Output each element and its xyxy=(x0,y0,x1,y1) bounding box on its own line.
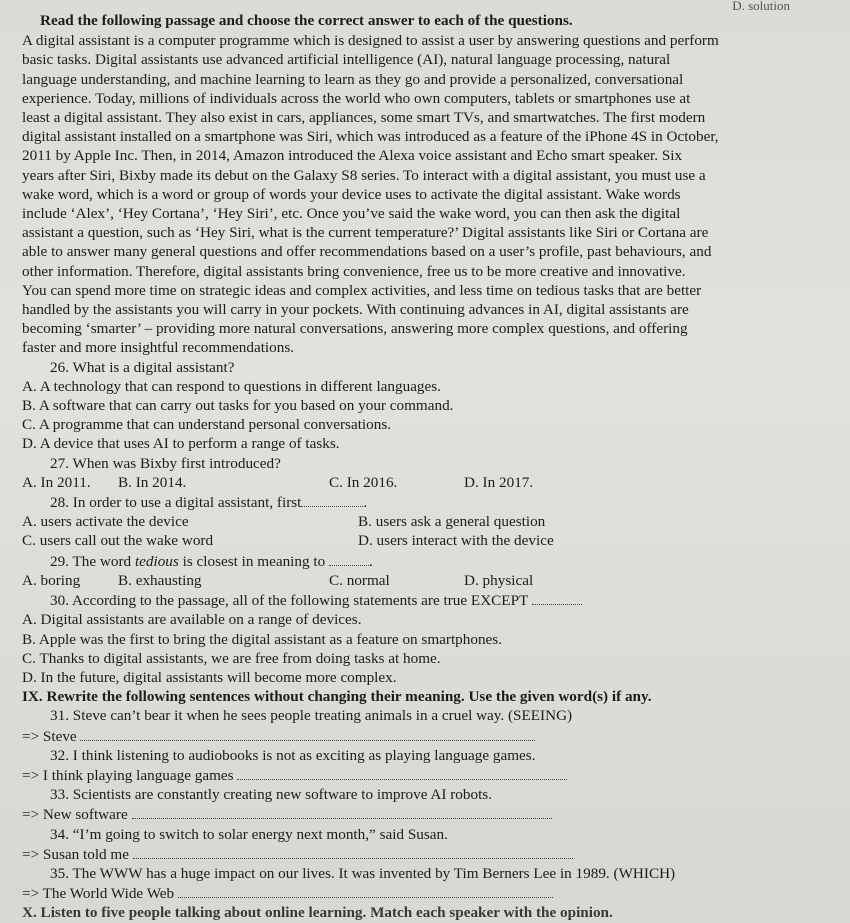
question-27-stem: 27. When was Bixby first introduced? xyxy=(50,454,281,472)
question-28-option-d[interactable]: D. users interact with the device xyxy=(358,532,554,550)
answer-line[interactable] xyxy=(80,726,535,741)
rewrite-32-start: => I think playing language games xyxy=(22,766,234,784)
question-30-option-d[interactable]: D. In the future, digital assistants will become more complex. xyxy=(22,668,397,686)
passage-line: years after Siri, Bixby made its debut on the Galaxy S8 series. To interact with a digital assistant, you must use a xyxy=(22,166,706,184)
rewrite-31-prompt: 31. Steve can’t bear it when he sees people treating animals in a cruel way. (SEEING) xyxy=(50,707,573,725)
passage-line: able to answer many general questions and offer recommendations based on a user’s profile, past behaviours, and xyxy=(22,243,712,261)
passage-line: assistant a question, such as ‘Hey Siri, what is the current temperature?’ Digital assistants like Siri or Cortana are xyxy=(22,224,709,242)
rewrite-33-prompt: 33. Scientists are constantly creating new software to improve AI robots. xyxy=(50,786,493,804)
passage-line: basic tasks. Digital assistants use advanced artificial intelligence (AI), natural language processing, natural xyxy=(22,51,671,69)
rewrite-31-answer xyxy=(22,726,836,746)
question-28-option-c[interactable]: C. users call out the wake word xyxy=(22,532,214,550)
passage-line: language understanding, and machine learning to learn as they go and provide a personalized, conversational xyxy=(22,70,684,88)
question-26-option-d[interactable]: D. A device that uses AI to perform a range of tasks. xyxy=(22,435,340,453)
passage-line: handled by the assistants you will carry in your pockets. With continuing advances in AI, digital assistants are xyxy=(22,301,689,319)
answer-blank[interactable] xyxy=(329,551,369,566)
reading-instruction: Read the following passage and choose the correct answer to each of the questions. xyxy=(40,12,573,29)
question-26-option-c[interactable]: C. A programme that can understand personal conversations. xyxy=(22,416,392,434)
rewrite-33-answer xyxy=(22,804,836,824)
question-29-stem xyxy=(22,551,836,571)
passage-line: other information. Therefore, digital assistants bring convenience, free us to be more creative and innovative. xyxy=(22,262,686,280)
question-27-options xyxy=(22,473,836,492)
rewrite-35-answer xyxy=(22,883,836,903)
question-29-option-a[interactable]: A. boring xyxy=(22,571,81,589)
section-x-heading-fragment: X. Listen to five people talking about online learning. Match each speaker with the opinion. xyxy=(22,904,613,922)
rewrite-34-prompt: 34. “I’m going to switch to solar energy next month,” said Susan. xyxy=(50,825,448,843)
rewrite-32-answer xyxy=(22,765,836,785)
rewrite-34-answer xyxy=(22,844,836,864)
passage-line: You can spend more time on strategic ideas and complex activities, and less time on tedious tasks that are better xyxy=(22,281,702,299)
question-30-option-b[interactable]: B. Apple was the first to bring the digital assistant as a feature on smartphones. xyxy=(22,630,502,648)
passage-line: digital assistant installed on a smartphone was Siri, which was introduced as a feature of the iPhone 4S in October, xyxy=(22,128,719,146)
question-26-stem: 26. What is a digital assistant? xyxy=(50,358,235,376)
question-29-text-end: is closest in meaning to xyxy=(178,552,326,570)
passage-line: wake word, which is a word or group of words your device uses to activate the digital assistant. Wake words xyxy=(22,185,681,203)
passage-line: 2011 by Apple Inc. Then, in 2014, Amazon introduced the Alexa voice assistant and Echo smart speaker. Six xyxy=(22,147,683,165)
question-26-option-a[interactable]: A. A technology that can respond to questions in different languages. xyxy=(22,377,441,395)
question-28-end: . xyxy=(363,494,368,512)
question-29-text: 29. The word xyxy=(50,552,135,570)
question-27-option-b[interactable]: B. In 2014. xyxy=(118,473,187,491)
question-30-text: 30. According to the passage, all of the following statements are true EXCEPT xyxy=(50,592,529,610)
reading-passage xyxy=(22,31,836,357)
question-29-option-b[interactable]: B. exhausting xyxy=(118,571,202,589)
passage-line: least a digital assistant. They also exist in cars, appliances, some smart TVs, and smartwatches. The first modern xyxy=(22,109,706,127)
rewrite-35-start: => The World Wide Web xyxy=(22,885,175,903)
question-26-option-b[interactable]: B. A software that can carry out tasks for you based on your command. xyxy=(22,397,454,415)
question-28-options-row1 xyxy=(22,512,836,531)
passage-line: include ‘Alex’, ‘Hey Cortana’, ‘Hey Siri’, etc. Once you’ve said the wake word, you can then ask the digital xyxy=(22,205,681,223)
answer-line[interactable] xyxy=(133,844,573,859)
rewrite-31-start: => Steve xyxy=(22,727,77,745)
question-29-end: . xyxy=(368,552,373,570)
answer-blank[interactable] xyxy=(532,590,582,605)
rewrite-35-prompt: 35. The WWW has a huge impact on our lives. It was invented by Tim Berners Lee in 1989. (WHICH) xyxy=(50,864,676,882)
question-28-option-b[interactable]: B. users ask a general question xyxy=(358,513,546,531)
question-28-option-a[interactable]: A. users activate the device xyxy=(22,513,189,531)
question-28-stem xyxy=(22,492,836,512)
question-28-options-row2 xyxy=(22,531,836,550)
rewrite-34-start: => Susan told me xyxy=(22,845,129,863)
question-30-option-c[interactable]: C. Thanks to digital assistants, we are free from doing tasks at home. xyxy=(22,649,441,667)
header-fragment: D. solution xyxy=(732,0,790,13)
rewrite-32-prompt: 32. I think listening to audiobooks is not as exciting as playing language games. xyxy=(50,746,536,764)
passage-line: becoming ‘smarter’ – providing more natural conversations, answering more complex questions, and offering xyxy=(22,320,688,338)
rewrite-33-start: => New software xyxy=(22,806,128,824)
section-ix-heading: IX. Rewrite the following sentences without changing their meaning. Use the given word(s) if any. xyxy=(22,688,652,706)
question-30-option-a[interactable]: A. Digital assistants are available on a range of devices. xyxy=(22,611,362,629)
question-29-option-d[interactable]: D. physical xyxy=(464,571,534,589)
question-27-option-a[interactable]: A. In 2011. xyxy=(22,473,91,491)
question-29-options xyxy=(22,571,836,590)
question-28-text: 28. In order to use a digital assistant, first xyxy=(50,494,302,512)
answer-line[interactable] xyxy=(132,804,552,819)
passage-line: A digital assistant is a computer programme which is designed to assist a user by answering questions and perform xyxy=(22,32,719,50)
question-29-keyword: tedious xyxy=(134,552,179,570)
answer-line[interactable] xyxy=(237,765,567,780)
question-29-option-c[interactable]: C. normal xyxy=(329,571,390,589)
question-27-option-c[interactable]: C. In 2016. xyxy=(329,473,398,491)
passage-line: faster and more insightful recommendations. xyxy=(22,339,295,357)
question-30-stem xyxy=(22,590,836,610)
answer-line[interactable] xyxy=(178,883,553,898)
question-27-option-d[interactable]: D. In 2017. xyxy=(464,473,534,491)
passage-line: experience. Today, millions of individuals across the world who own computers, tablets or smartphones use at xyxy=(22,89,691,107)
answer-blank[interactable] xyxy=(301,492,363,507)
